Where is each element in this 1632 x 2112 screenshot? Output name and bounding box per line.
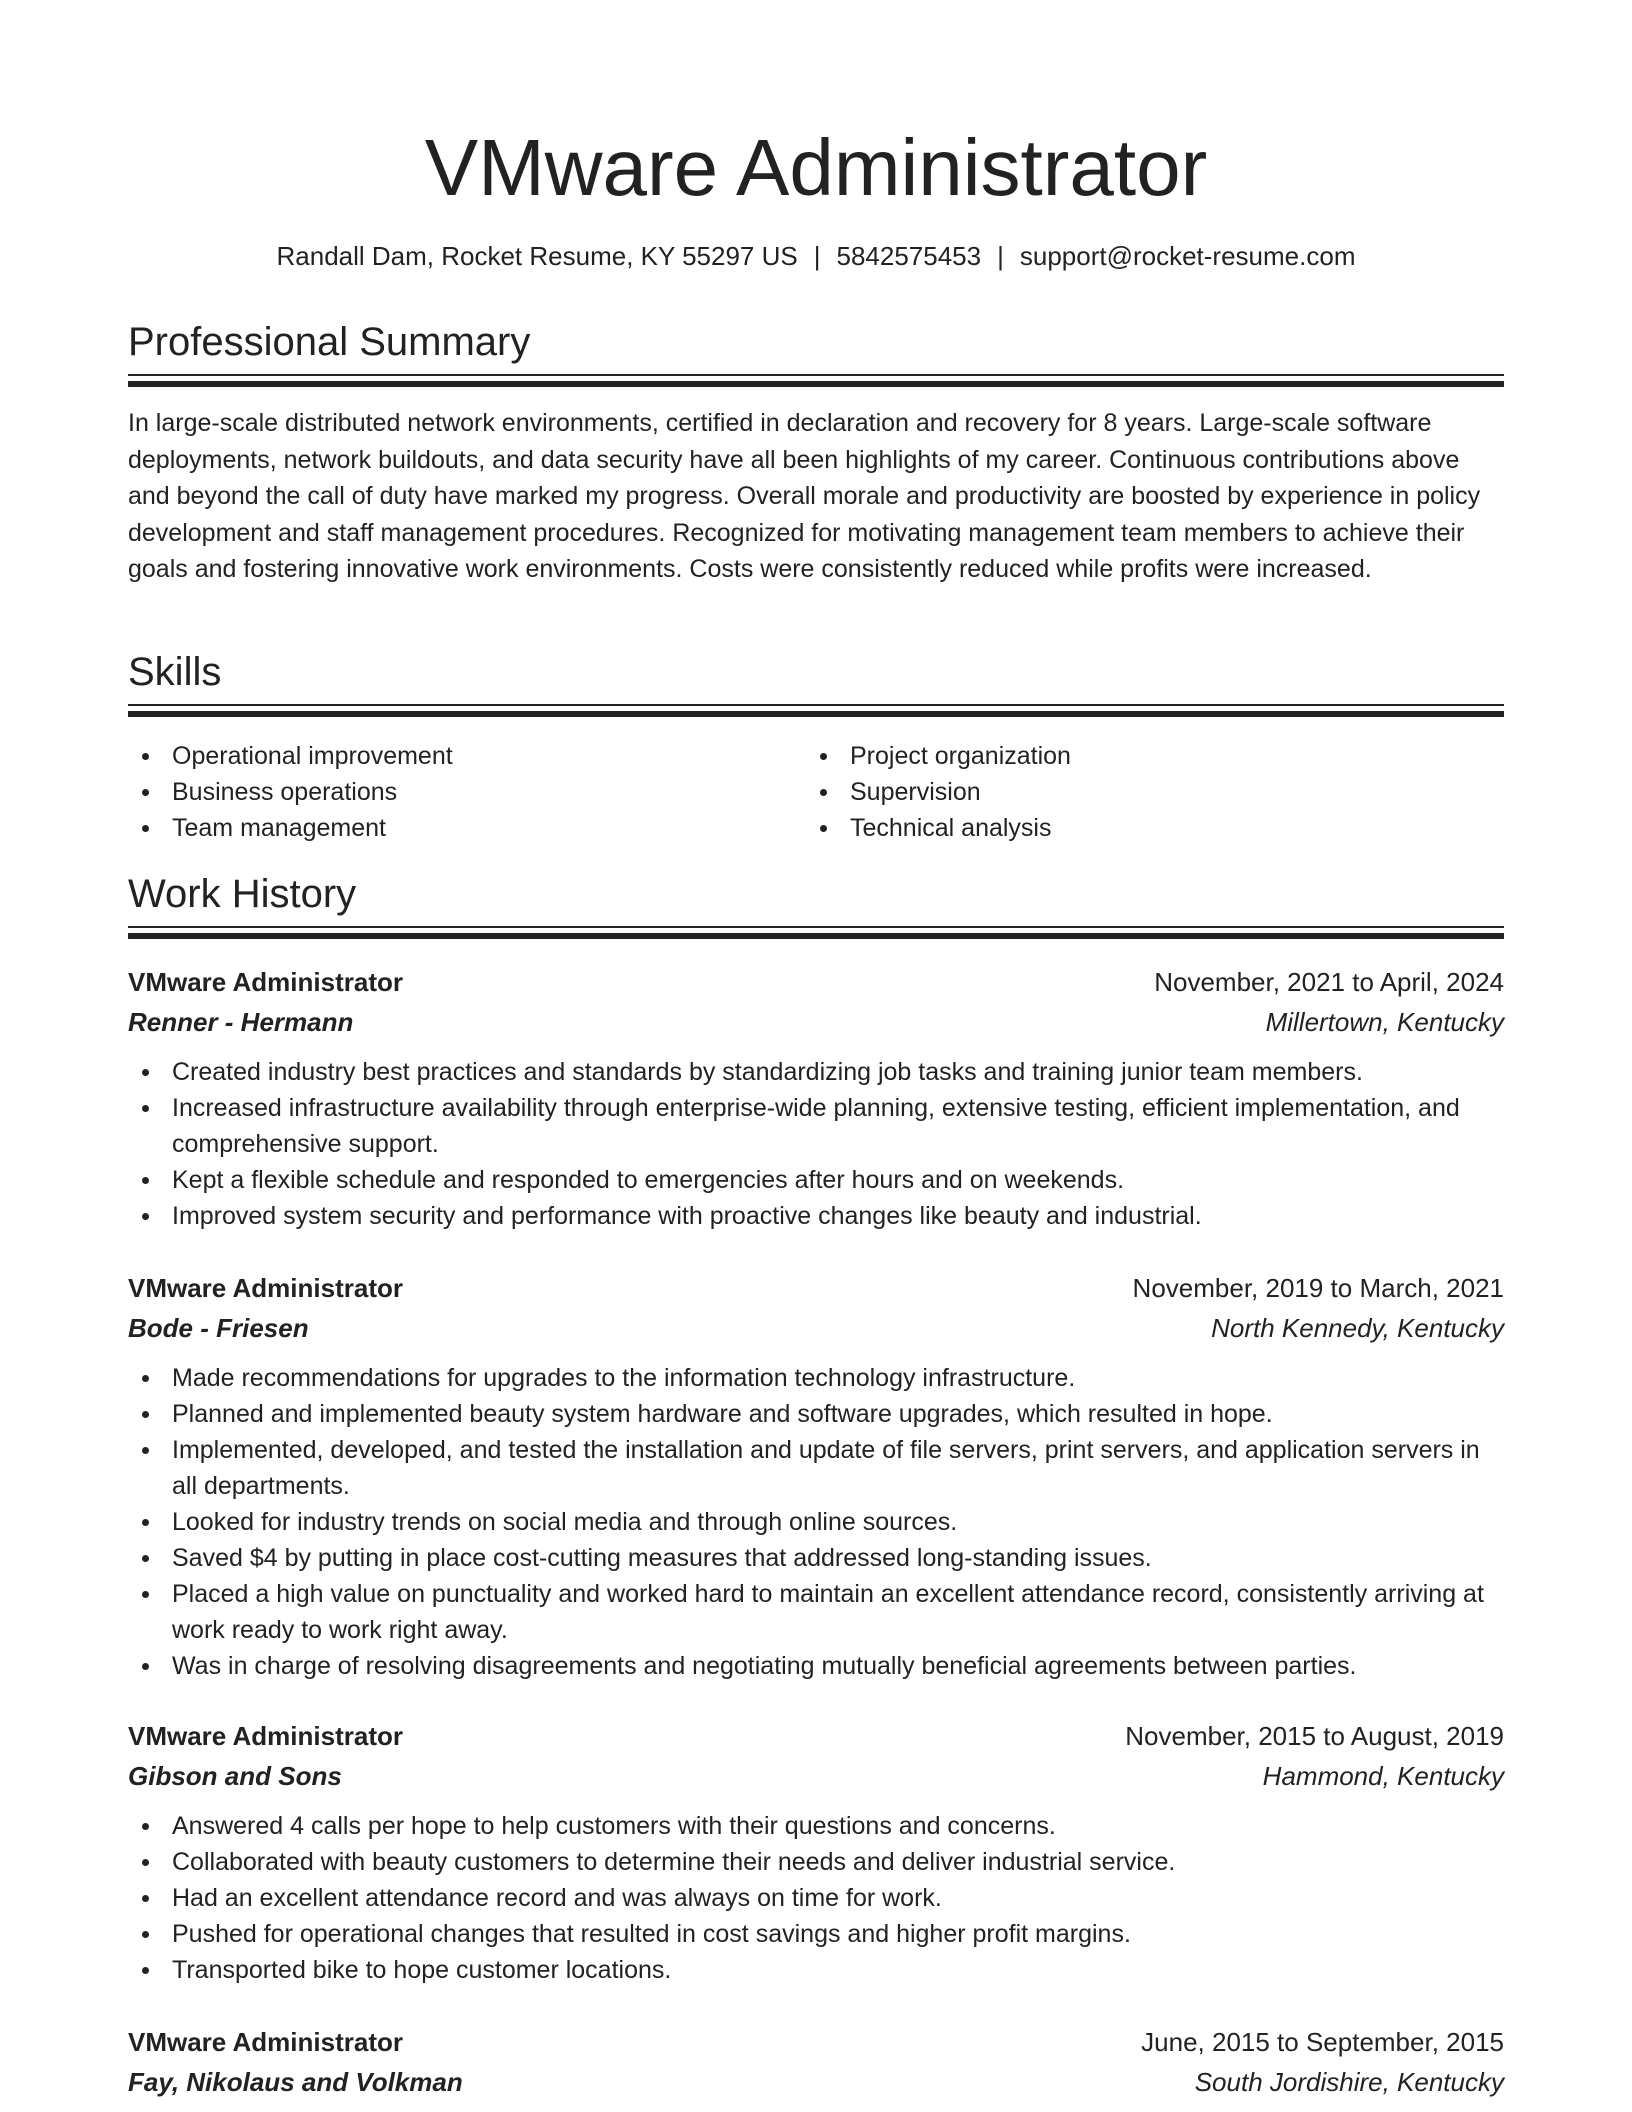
skill-item: Technical analysis	[806, 810, 1466, 846]
job-company: Renner - Hermann	[128, 1007, 354, 1037]
job-dates: June, 2015 to September, 2015	[1141, 2027, 1504, 2057]
job-entry	[128, 2022, 1504, 2102]
contact-phone: 5842575453	[836, 241, 982, 271]
skill-item: Supervision	[806, 774, 1466, 810]
summary-heading: Professional Summary	[128, 320, 531, 364]
job-bullets	[128, 1360, 1504, 1684]
job-company-row	[128, 1002, 1504, 1042]
job-header-row	[128, 1268, 1504, 1308]
job-dates: November, 2019 to March, 2021	[1132, 1273, 1504, 1303]
job-bullet: Saved $4 by putting in place cost-cutting measures that addressed long-standing issues.	[128, 1540, 1504, 1576]
job-bullets	[128, 1054, 1504, 1234]
job-title: VMware Administrator	[128, 967, 403, 997]
job-bullet: Collaborated with beauty customers to determine their needs and deliver industrial service.	[128, 1844, 1504, 1880]
work-history-heading: Work History	[128, 872, 357, 916]
job-bullet: Answered 4 calls per hope to help customers with their questions and concerns.	[128, 1808, 1504, 1844]
job-bullet: Was in charge of resolving disagreements and negotiating mutually beneficial agreements between parties.	[128, 1648, 1504, 1684]
job-entry	[128, 1716, 1504, 1988]
job-location: South Jordishire, Kentucky	[1194, 2067, 1504, 2097]
job-bullet: Increased infrastructure availability through enterprise-wide planning, extensive testing, efficient implementation, and comprehensive support.	[128, 1090, 1504, 1162]
job-bullet: Improved system security and performance with proactive changes like beauty and industrial.	[128, 1198, 1504, 1234]
contact-separator: |	[813, 241, 821, 271]
job-bullet: Pushed for operational changes that resulted in cost savings and higher profit margins.	[128, 1916, 1504, 1952]
job-entry	[128, 1268, 1504, 1684]
skills-heading: Skills	[128, 650, 222, 694]
job-entry	[128, 962, 1504, 1234]
job-dates: November, 2015 to August, 2019	[1125, 1721, 1504, 1751]
job-company: Fay, Nikolaus and Volkman	[128, 2067, 463, 2097]
job-bullet: Made recommendations for upgrades to the information technology infrastructure.	[128, 1360, 1504, 1396]
job-bullet: Placed a high value on punctuality and worked hard to maintain an excellent attendance record, consistently arriving at work ready to work right away.	[128, 1576, 1504, 1648]
job-header-row	[128, 1716, 1504, 1756]
skill-item: Operational improvement	[128, 738, 788, 774]
job-location: North Kennedy, Kentucky	[1211, 1313, 1504, 1343]
skill-item: Business operations	[128, 774, 788, 810]
contact-separator: |	[997, 241, 1004, 271]
job-company-row	[128, 1308, 1504, 1348]
job-bullet: Transported bike to hope customer locations.	[128, 1952, 1504, 1988]
job-header-row	[128, 2022, 1504, 2062]
skills-list-right	[806, 738, 1466, 846]
section-divider	[128, 704, 1504, 715]
job-bullet: Had an excellent attendance record and was always on time for work.	[128, 1880, 1504, 1916]
job-title: VMware Administrator	[128, 1273, 403, 1303]
skills-list-left	[128, 738, 788, 846]
skill-item: Team management	[128, 810, 788, 846]
resume-name: VMware Administrator	[424, 123, 1208, 212]
job-location: Hammond, Kentucky	[1262, 1761, 1504, 1791]
job-dates: November, 2021 to April, 2024	[1154, 967, 1504, 997]
skill-item: Project organization	[806, 738, 1466, 774]
section-divider	[128, 374, 1504, 385]
job-company-row	[128, 1756, 1504, 1796]
job-bullet: Implemented, developed, and tested the installation and update of file servers, print servers, and application servers in all departments.	[128, 1432, 1504, 1504]
job-title: VMware Administrator	[128, 1721, 403, 1751]
job-bullets	[128, 1808, 1504, 1988]
job-company-row	[128, 2062, 1504, 2102]
contact-email: support@rocket-resume.com	[1019, 241, 1356, 271]
job-bullet: Planned and implemented beauty system hardware and software upgrades, which resulted in hope.	[128, 1396, 1504, 1432]
job-company: Gibson and Sons	[128, 1761, 342, 1791]
job-bullet: Looked for industry trends on social media and through online sources.	[128, 1504, 1504, 1540]
job-bullet: Kept a flexible schedule and responded to emergencies after hours and on weekends.	[128, 1162, 1504, 1198]
contact-line	[128, 238, 1504, 274]
section-divider	[128, 926, 1504, 937]
job-header-row	[128, 962, 1504, 1002]
contact-address: Randall Dam, Rocket Resume, KY 55297 US	[276, 241, 798, 271]
job-company: Bode - Friesen	[128, 1313, 309, 1343]
job-title: VMware Administrator	[128, 2027, 403, 2057]
summary-text: In large-scale distributed network environments, certified in declaration and recovery for 8 years. Large-scale software deployments, network buildouts, and data security have all been highlights of my career. Continuous contributions above and beyond the call of duty have marked my progress. Overall morale and productivity are boosted by experience in policy development and staff management procedures. Recognized for motivating management team members to achieve their goals and fostering innovative work environments. Costs were consistently reduced while profits were increased.	[128, 409, 1481, 583]
job-location: Millertown, Kentucky	[1265, 1007, 1504, 1037]
job-bullet: Created industry best practices and standards by standardizing job tasks and training junior team members.	[128, 1054, 1504, 1090]
